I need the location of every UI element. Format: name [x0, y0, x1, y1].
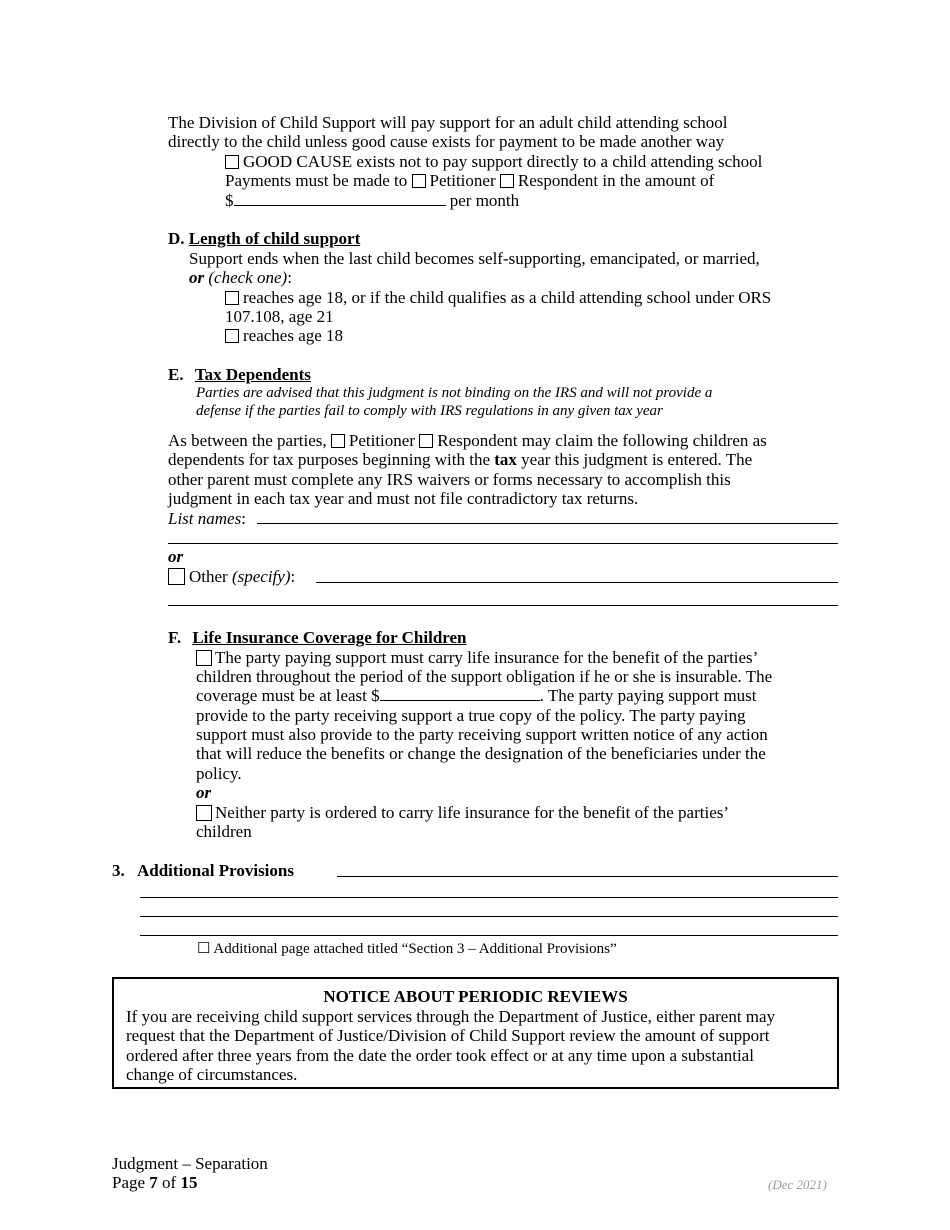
footer-doc-title: Judgment – Separation [112, 1154, 268, 1173]
no-life-insurance-checkbox[interactable] [196, 805, 212, 821]
additional-provisions-line4[interactable] [140, 935, 838, 936]
notice-box [112, 977, 839, 1089]
dollar-sign: $ [225, 191, 234, 210]
section-e-line2a: dependents for tax purposes beginning with the [168, 450, 490, 469]
age-18-label: reaches age 18 [243, 326, 344, 345]
section-e-or-text: or [168, 547, 184, 566]
section-f-title: Life Insurance Coverage for Children [192, 628, 467, 647]
of-word: of [162, 1173, 177, 1192]
life-insurance-line7: policy. [196, 764, 242, 783]
tax-petitioner-label: Petitioner [348, 431, 415, 450]
list-names-field-line2[interactable] [168, 543, 838, 544]
page-word: Page [112, 1173, 146, 1192]
section-e-letter: E. [168, 365, 184, 384]
section-d-letter: D. [168, 229, 185, 248]
claim-text: may claim the following children as [521, 431, 767, 450]
attached-page-option [197, 940, 617, 960]
additional-provisions-line3[interactable] [140, 916, 838, 917]
list-names-field[interactable] [257, 523, 838, 524]
tax-other-label: Other [189, 567, 228, 586]
section-3-number: 3. [112, 861, 125, 880]
life-insurance-line4: provide to the party receiving support a true copy of the policy. The party paying [196, 706, 746, 725]
additional-provisions-line2[interactable] [140, 897, 838, 898]
age-21-checkbox[interactable] [225, 291, 239, 305]
section-e-advisory1: Parties are advised that this judgment is not binding on the IRS and will not provide a [196, 385, 713, 401]
notice-line1: If you are receiving child support services through the Department of Justice, either parent may [126, 1006, 776, 1026]
payments-line [225, 171, 714, 191]
amount-line [225, 191, 519, 211]
life-insurance-option [196, 648, 758, 668]
section-e-heading [168, 365, 311, 385]
section-f-letter: F. [168, 628, 182, 647]
current-page: 7 [149, 1173, 158, 1192]
tax-other-checkbox[interactable] [168, 568, 185, 585]
attached-page-checkbox[interactable]: ☐ [197, 941, 211, 957]
section-d-or: or [189, 268, 205, 287]
per-month-label: per month [449, 191, 520, 210]
section-d-line2 [189, 268, 292, 288]
section-f-heading [168, 628, 467, 648]
section-d-option1 [225, 288, 771, 308]
additional-provisions-field[interactable] [337, 876, 838, 877]
section-e-line4: judgment in each tax year and must not file contradictory tax returns. [168, 489, 639, 508]
section-e-line2b: year this judgment is entered. The [521, 450, 753, 469]
section-e-line2 [168, 450, 752, 470]
adult-child-line2: directly to the child unless good cause exists for payment to be made another way [168, 132, 725, 151]
life-insurance-checkbox[interactable] [196, 650, 212, 666]
section-e-line3: other parent must complete any IRS waivers or forms necessary to accomplish this [168, 470, 731, 489]
section-d-option1-line2: 107.108, age 21 [225, 307, 334, 326]
life-insurance-line6: that will reduce the benefits or change the designation of the beneficiaries under the [196, 744, 766, 763]
tax-petitioner-checkbox[interactable] [331, 434, 345, 448]
life-insurance-line2: children throughout the period of the support obligation if he or she is insurable. The [196, 667, 773, 686]
tax-other-colon: : [290, 567, 296, 586]
tax-word: tax [494, 450, 517, 469]
footer-revision: (Dec 2021) [768, 1177, 827, 1192]
list-names-text: List names [168, 509, 242, 528]
section-d-check-one: (check one) [208, 268, 288, 287]
coverage-amount-field[interactable] [380, 686, 540, 701]
between-parties: As between the parties, [168, 431, 327, 450]
notice-line4: change of circumstances. [126, 1065, 298, 1084]
notice-title: NOTICE ABOUT PERIODIC REVIEWS [323, 987, 628, 1006]
attached-page-label: Additional page attached titled “Section 3 – Additional Provisions” [213, 941, 617, 957]
amount-suffix: in the amount of [602, 171, 715, 190]
payments-prefix: Payments must be made to [225, 171, 408, 190]
good-cause-option [225, 152, 762, 172]
age-21-label: reaches age 18, or if the child qualifies as a child attending school under ORS [243, 288, 772, 307]
section-3-heading [112, 861, 294, 881]
no-life-insurance-line2: children [196, 822, 252, 841]
section-d-heading [168, 229, 360, 249]
total-pages: 15 [180, 1173, 198, 1192]
list-names-label [168, 509, 246, 529]
section-d-option2 [225, 326, 343, 346]
life-insurance-line3 [196, 686, 757, 706]
tax-respondent-checkbox[interactable] [419, 434, 433, 448]
payment-respondent-checkbox[interactable] [500, 174, 514, 188]
section-e-advisory2: defense if the parties fail to comply with IRS regulations in any given tax year [196, 403, 663, 419]
no-life-insurance-option [196, 803, 729, 823]
section-e-title: Tax Dependents [194, 365, 311, 384]
tax-other-option [168, 567, 295, 587]
notice-line3: ordered after three years from the date the order took effect or at any time upon a substantial [126, 1045, 754, 1065]
tax-other-field-line2[interactable] [168, 605, 838, 606]
coverage-suffix: . The party paying support must [539, 686, 757, 705]
life-insurance-line1: The party paying support must carry life insurance for the benefit of the parties’ [215, 648, 759, 667]
payment-respondent-label: Respondent [517, 171, 599, 190]
tax-respondent-label: Respondent [437, 431, 518, 450]
no-life-insurance-line1: Neither party is ordered to carry life insurance for the benefit of the parties’ [215, 803, 730, 822]
section-e-line1 [168, 431, 767, 451]
section-d-line1: Support ends when the last child becomes self-supporting, emancipated, or married, [189, 249, 760, 268]
list-names-colon: : [241, 509, 246, 528]
good-cause-checkbox[interactable] [225, 155, 239, 169]
section-3-title: Additional Provisions [137, 861, 294, 880]
notice-line2: request that the Department of Justice/Division of Child Support review the amount of support [126, 1026, 770, 1045]
coverage-prefix: coverage must be at least $ [196, 686, 380, 705]
life-insurance-line5: support must also provide to the party receiving support written notice of any action [196, 725, 768, 744]
adult-child-line1: The Division of Child Support will pay support for an adult child attending school [168, 113, 728, 132]
footer-page-number [112, 1173, 197, 1193]
good-cause-label: GOOD CAUSE exists not to pay support directly to a child attending school [243, 152, 763, 171]
section-e-or [168, 547, 183, 567]
section-d-colon: : [287, 268, 292, 287]
tax-other-field[interactable] [316, 582, 838, 583]
section-f-or [196, 783, 211, 803]
age-18-checkbox[interactable] [225, 329, 239, 343]
monthly-amount-field[interactable] [234, 191, 446, 206]
payment-petitioner-checkbox[interactable] [412, 174, 426, 188]
section-d-title: Length of child support [188, 229, 361, 248]
tax-other-specify: (specify) [231, 567, 291, 586]
section-f-or-text: or [196, 783, 212, 802]
notice-body [114, 1007, 837, 1085]
payment-petitioner-label: Petitioner [429, 171, 496, 190]
